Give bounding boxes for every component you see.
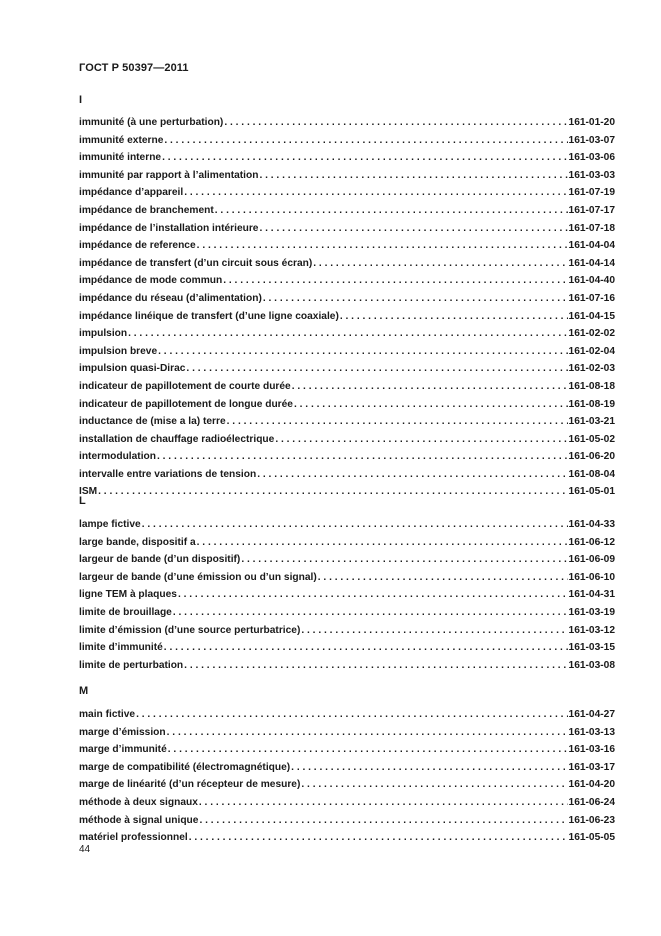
dot-leader	[318, 569, 568, 587]
entry-term: intermodulation	[79, 451, 156, 463]
index-entry	[79, 516, 615, 534]
index-entry	[79, 657, 615, 675]
index-entry	[79, 724, 615, 742]
dot-leader	[259, 167, 567, 185]
entry-list	[79, 114, 615, 501]
entry-code: 161-08-19	[568, 398, 615, 410]
dot-leader	[301, 776, 567, 794]
entry-term: impédance d’appareil	[79, 187, 184, 199]
index-entry	[79, 396, 615, 414]
dot-leader	[173, 604, 568, 622]
dot-leader	[142, 516, 568, 534]
entry-code: 161-03-17	[568, 761, 615, 773]
index-section-i	[79, 93, 615, 501]
index-entry	[79, 290, 615, 308]
entry-term: limite de brouillage	[79, 606, 172, 618]
entry-term: ISM	[79, 486, 98, 498]
entry-code: 161-05-05	[568, 832, 615, 844]
entry-code: 161-03-03	[568, 169, 615, 181]
dot-leader	[136, 706, 567, 724]
index-entry	[79, 255, 615, 273]
index-entry	[79, 149, 615, 167]
index-entry	[79, 114, 615, 132]
entry-code: 161-05-02	[568, 433, 615, 445]
entry-code: 161-06-24	[568, 796, 615, 808]
dot-leader	[313, 255, 567, 273]
entry-code: 161-04-14	[568, 257, 615, 269]
index-section-l	[79, 494, 615, 674]
index-entry	[79, 360, 615, 378]
dot-leader	[184, 657, 567, 675]
entry-code: 161-03-16	[568, 744, 615, 756]
entry-term: limite d’immunité	[79, 642, 163, 654]
entry-code: 161-07-16	[568, 292, 615, 304]
entry-code: 161-08-04	[568, 468, 615, 480]
entry-code: 161-07-19	[568, 187, 615, 199]
index-entry	[79, 272, 615, 290]
entry-term: largeur de bande (d’un dispositif)	[79, 554, 241, 566]
dot-leader	[215, 202, 568, 220]
entry-code: 161-02-02	[568, 328, 615, 340]
index-entry	[79, 639, 615, 657]
dot-leader	[164, 639, 568, 657]
index-section-m	[79, 684, 615, 847]
dot-leader	[292, 378, 568, 396]
entry-term: marge d’immunité	[79, 744, 167, 756]
index-entry	[79, 413, 615, 431]
entry-code: 161-08-18	[568, 380, 615, 392]
entry-code: 161-06-12	[568, 536, 615, 548]
index-entry	[79, 551, 615, 569]
dot-leader	[223, 272, 567, 290]
index-entry	[79, 378, 615, 396]
entry-term: impulsion breve	[79, 345, 158, 357]
entry-term: marge de compatibilité (électromagnétique)	[79, 761, 291, 773]
dot-leader	[184, 184, 567, 202]
index-entry	[79, 167, 615, 185]
entry-term: indicateur de papillotement de courte durée	[79, 380, 291, 392]
dot-leader	[189, 829, 568, 847]
dot-leader	[197, 237, 568, 255]
entry-term: impédance de branchement	[79, 204, 214, 216]
index-entry	[79, 202, 615, 220]
page-number: 44	[79, 844, 91, 855]
entry-code: 161-03-15	[568, 642, 615, 654]
dot-leader	[178, 586, 568, 604]
index-entry	[79, 431, 615, 449]
dot-leader	[291, 759, 567, 777]
entry-term: immunité (à une perturbation)	[79, 117, 224, 128]
entry-term: limite d’émission (d’une source perturbatrice)	[79, 624, 301, 636]
section-letter: L	[79, 495, 86, 507]
entry-term: large bande, dispositif a	[79, 536, 196, 548]
entry-code: 161-02-03	[568, 363, 615, 375]
entry-code: 161-01-20	[568, 117, 615, 128]
index-entry	[79, 466, 615, 484]
index-entry	[79, 776, 615, 794]
dot-leader	[224, 114, 567, 132]
entry-code: 161-07-17	[568, 204, 615, 216]
dot-leader	[162, 149, 567, 167]
dot-leader	[263, 290, 568, 308]
entry-term: main fictive	[79, 709, 136, 720]
entry-term: matériel professionnel	[79, 832, 188, 844]
entry-term: intervalle entre variations de tension	[79, 468, 257, 480]
index-entry	[79, 237, 615, 255]
entry-code: 161-03-08	[568, 659, 615, 671]
entry-list	[79, 706, 615, 847]
entry-code: 161-03-19	[568, 606, 615, 618]
entry-code: 161-04-33	[568, 519, 615, 530]
entry-term: impédance du réseau (d’alimentation)	[79, 292, 262, 304]
entry-code: 161-04-15	[568, 310, 615, 322]
index-entry	[79, 622, 615, 640]
entry-term: impédance de reference	[79, 240, 196, 252]
dot-leader	[259, 220, 567, 238]
dot-leader	[167, 724, 568, 742]
entry-code: 161-03-21	[568, 416, 615, 428]
index-entry	[79, 759, 615, 777]
index-entry	[79, 448, 615, 466]
entry-term: immunité interne	[79, 152, 162, 164]
entry-code: 161-03-12	[568, 624, 615, 636]
index-entry	[79, 586, 615, 604]
index-entry	[79, 308, 615, 326]
dot-leader	[227, 413, 568, 431]
entry-code: 161-06-10	[568, 571, 615, 583]
entry-term: lampe fictive	[79, 519, 141, 530]
entry-term: marge d’émission	[79, 726, 166, 738]
dot-leader	[128, 325, 567, 343]
entry-code: 161-04-40	[568, 275, 615, 287]
entry-term: impédance de transfert (d’un circuit sous écran)	[79, 257, 313, 269]
entry-code: 161-04-04	[568, 240, 615, 252]
index-entry	[79, 741, 615, 759]
entry-term: limite de perturbation	[79, 659, 184, 671]
index-entry	[79, 569, 615, 587]
dot-leader	[241, 551, 567, 569]
entry-term: ligne TEM à plaques	[79, 589, 177, 601]
entry-code: 161-03-07	[568, 134, 615, 146]
document-header: ГОСТ Р 50397—2011	[79, 62, 189, 74]
index-entry	[79, 794, 615, 812]
index-entry	[79, 812, 615, 830]
index-entry	[79, 220, 615, 238]
entry-term: inductance de (mise a la) terre	[79, 416, 226, 428]
entry-code: 161-03-06	[568, 152, 615, 164]
index-entry	[79, 132, 615, 150]
dot-leader	[340, 308, 568, 326]
entry-term: impédance de l’installation intérieure	[79, 222, 259, 234]
entry-code: 161-02-04	[568, 345, 615, 357]
index-entry	[79, 343, 615, 361]
dot-leader	[197, 534, 568, 552]
entry-term: largeur de bande (d’une émission ou d’un signal)	[79, 571, 317, 583]
entry-term: impulsion quasi-Dirac	[79, 363, 186, 375]
dot-leader	[168, 741, 568, 759]
dot-leader	[301, 622, 567, 640]
dot-leader	[186, 360, 567, 378]
entry-code: 161-06-20	[568, 451, 615, 463]
index-entry	[79, 604, 615, 622]
entry-term: impédance linéique de transfert (d’une ligne coaxiale)	[79, 310, 339, 322]
entry-code: 161-07-18	[568, 222, 615, 234]
entry-term: impédance de mode commun	[79, 275, 223, 287]
entry-code: 161-03-13	[568, 726, 615, 738]
index-entry	[79, 829, 615, 847]
entry-code: 161-04-31	[568, 589, 615, 601]
dot-leader	[199, 812, 567, 830]
entry-list	[79, 516, 615, 674]
entry-term: immunité externe	[79, 134, 164, 146]
entry-term: méthode à deux signaux	[79, 796, 198, 808]
entry-code: 161-06-23	[568, 814, 615, 826]
entry-term: marge de linéarité (d’un récepteur de mesure)	[79, 779, 301, 791]
dot-leader	[294, 396, 568, 414]
entry-code: 161-04-20	[568, 779, 615, 791]
index-entry	[79, 325, 615, 343]
dot-leader	[158, 343, 567, 361]
entry-code: 161-04-27	[568, 709, 615, 720]
entry-term: immunité par rapport à l’alimentation	[79, 169, 259, 181]
entry-code: 161-05-01	[568, 486, 615, 498]
entry-term: impulsion	[79, 328, 128, 340]
dot-leader	[275, 431, 567, 449]
entry-code: 161-06-09	[568, 554, 615, 566]
dot-leader	[199, 794, 568, 812]
section-letter: I	[79, 94, 83, 106]
index-entry	[79, 184, 615, 202]
entry-term: indicateur de papillotement de longue durée	[79, 398, 293, 410]
index-entry	[79, 706, 615, 724]
entry-term: méthode à signal unique	[79, 814, 199, 826]
section-letter: M	[79, 685, 89, 697]
dot-leader	[257, 466, 567, 484]
index-entry	[79, 534, 615, 552]
entry-term: installation de chauffage radioélectrique	[79, 433, 275, 445]
dot-leader	[157, 448, 568, 466]
dot-leader	[164, 132, 567, 150]
